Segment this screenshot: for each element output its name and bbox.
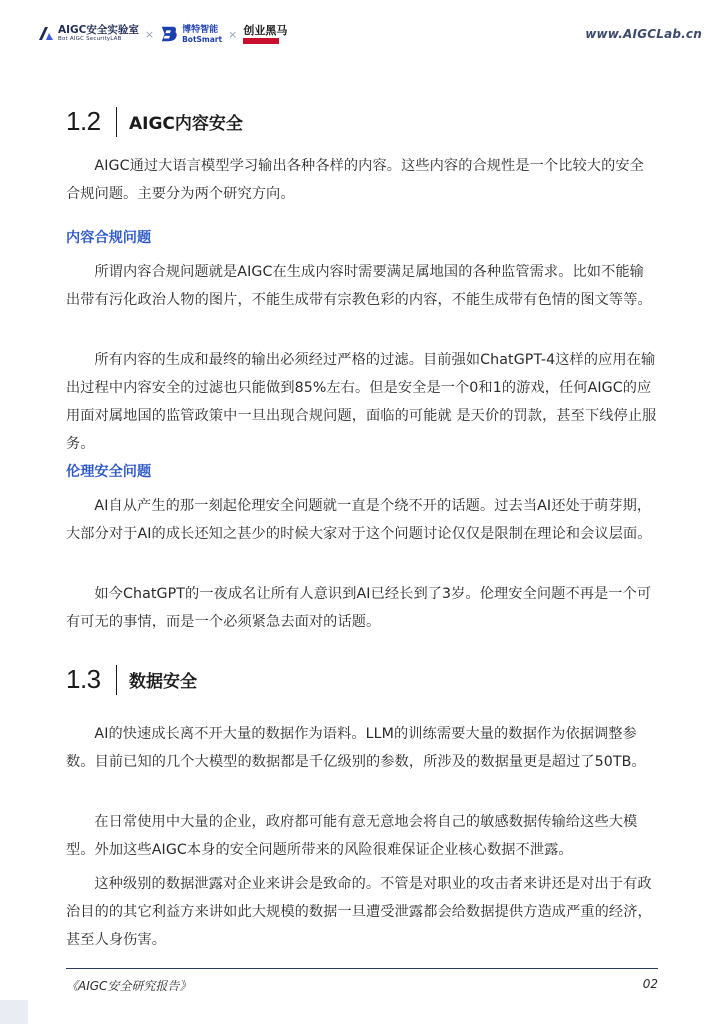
chuangye-heima-bar bbox=[243, 38, 279, 44]
paragraph-data-2: 在日常使用中大量的企业，政府都可能有意无意地会将自己的敏感数据传输给这些大模型。外加这些AIGC本身的安全问题所带来的风险很难保证企业核心数据不泄露。 bbox=[66, 814, 638, 858]
aigc-lab-logo bbox=[36, 24, 139, 44]
section-title: 数据安全 bbox=[129, 672, 197, 692]
paragraph-ethics-2: 如今ChatGPT的一夜成名让所有人意识到AI已经长到了3岁。伦理安全问题不再是一个可有可无的事情，而是一个必须紧急去面对的话题。 bbox=[66, 586, 652, 630]
subheading-ethics: 伦理安全问题 bbox=[66, 464, 152, 480]
page-header bbox=[0, 0, 724, 64]
paragraph-data-3: 这种级别的数据泄露对企业来讲会是致命的。不管是对职业的攻击者来讲还是对出于有政治目的的其它利益方来讲如此大规模的数据一旦遭受泄露都会给数据提供方造成严重的经济，甚至人身伤害。 bbox=[66, 876, 652, 948]
heading-divider bbox=[116, 665, 117, 695]
site-url: www.AIGCLab.cn bbox=[585, 27, 702, 41]
paragraph-ethics-1: AI自从产生的那一刻起伦理安全问题就一直是个绕不开的话题。过去当AI还处于萌芽期，大部分对于AI的成长还知之甚少的时候大家对于这个问题讨论仅仅是限制在理论和会议层面。 bbox=[66, 498, 652, 542]
partner-logos bbox=[36, 22, 287, 46]
logo-separator: × bbox=[228, 27, 238, 41]
chuangye-heima-logo bbox=[243, 24, 287, 44]
botsmart-logo bbox=[160, 24, 222, 44]
aigc-lab-subname: Bot AIGC SecurityLAB bbox=[58, 36, 122, 42]
footer-report-title: 《AIGC安全研究报告》 bbox=[66, 979, 192, 993]
footer-divider bbox=[66, 968, 658, 969]
botsmart-icon bbox=[160, 24, 180, 44]
chuangye-heima-name: 创业黑马 bbox=[243, 24, 288, 37]
subheading-content-compliance: 内容合规问题 bbox=[66, 230, 152, 246]
section-number: 1.2 bbox=[66, 106, 101, 136]
paragraph-compliance-1: 所谓内容合规问题就是AIGC在生成内容时需要满足属地国的各种监管需求。比如不能输出带有污化政治人物的图片，不能生成带有宗教色彩的内容，不能生成带有色情的图文等等。 bbox=[66, 264, 652, 308]
paragraph-compliance-2: 所有内容的生成和最终的输出必须经过严格的过滤。目前强如ChatGPT-4这样的应用在输出过程中内容安全的过滤也只能做到85%左右。但是安全是一个0和1的游戏，任何AIGC的应用面对属地国的监管政策中一旦出现合规问题，面临的可能就 是天价的罚款，甚至下线停止服务。 bbox=[66, 352, 657, 452]
section-title: AIGC内容安全 bbox=[129, 114, 243, 134]
paragraph-intro: AIGC通过大语言模型学习输出各种各样的内容。这些内容的合规性是一个比较大的安全合规问题。主要分为两个研究方向。 bbox=[66, 158, 644, 202]
page-number: 02 bbox=[642, 977, 658, 991]
paragraph-data-1: AI的快速成长离不开大量的数据作为语料。LLM的训练需要大量的数据作为依据调整参数。目前已知的几个大模型的数据都是千亿级别的参数，所涉及的数据量更是超过了50TB。 bbox=[66, 726, 646, 770]
botsmart-name: 博特智能 bbox=[182, 24, 219, 35]
left-accent-strip bbox=[0, 1000, 28, 1024]
section-heading-1-2 bbox=[66, 106, 243, 137]
heading-divider bbox=[116, 107, 117, 137]
section-heading-1-3 bbox=[66, 664, 197, 695]
botsmart-subname: BotSmart bbox=[182, 34, 223, 44]
aigc-lab-name: AIGC安全实验室 bbox=[58, 24, 139, 36]
section-number: 1.3 bbox=[66, 664, 101, 694]
logo-separator: × bbox=[144, 27, 155, 41]
aigc-lab-icon bbox=[36, 24, 56, 44]
